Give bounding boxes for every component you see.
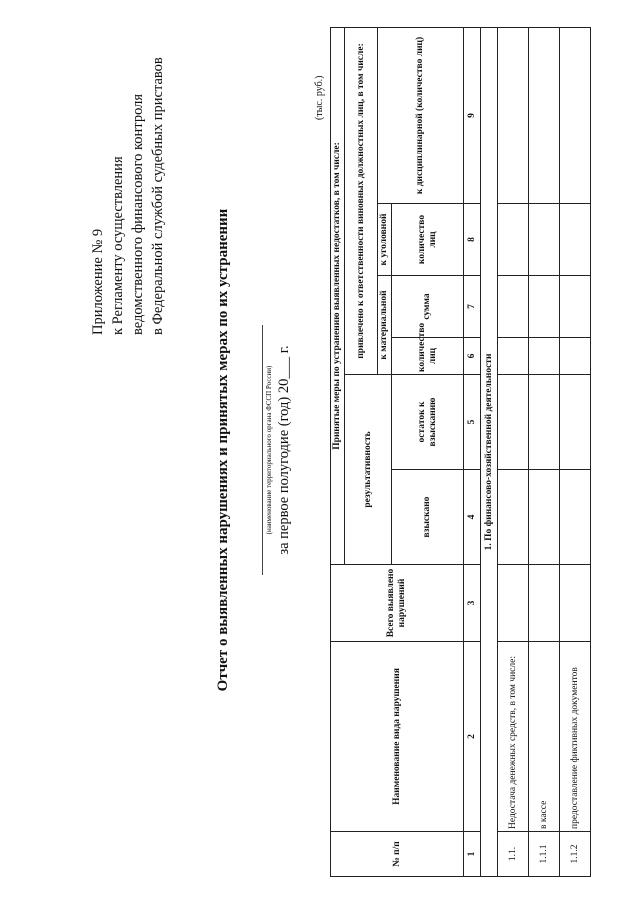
data-cell [560, 276, 591, 338]
header-results: результативность [345, 375, 392, 565]
column-number: 2 [464, 642, 481, 832]
data-cell [529, 338, 560, 375]
data-cell [498, 276, 529, 338]
appendix-line-3: ведомственного финансового контроля [130, 93, 146, 335]
data-cell [560, 338, 591, 375]
header-recovered: взыскано [392, 470, 464, 565]
appendix-block [88, 57, 168, 335]
table-row [560, 27, 591, 876]
table-row [498, 27, 529, 876]
header-row-1 [331, 27, 345, 876]
data-cell [498, 27, 529, 203]
report-title: Отчет о выявленных нарушениях и принятых мерах по их устранении [215, 208, 231, 692]
appendix-line-1: Приложение № 9 [90, 228, 106, 335]
row-name: предоставление фиктивных документов [560, 642, 591, 832]
org-name-line [262, 325, 263, 575]
header-violation: Наименование вида нарушения [331, 642, 464, 832]
header-total: Всего выявлено нарушений [331, 565, 464, 642]
section-row [481, 27, 498, 876]
row-number: 1.1.1 [529, 832, 560, 877]
data-cell [498, 375, 529, 470]
header-measures: Принятые меры по устранению выявленных недостатков, в том числе: [331, 27, 345, 564]
data-cell [498, 565, 529, 642]
data-cell [529, 204, 560, 276]
data-cell [529, 565, 560, 642]
header-material: к материальной [378, 276, 392, 375]
column-number-row [464, 27, 481, 876]
data-cell [529, 375, 560, 470]
header-num: № п/п [331, 832, 464, 877]
table-row [529, 27, 560, 876]
data-cell [529, 27, 560, 203]
row-number: 1.1. [498, 832, 529, 877]
header-remaining: остаток к взысканию [392, 375, 464, 470]
column-number: 1 [464, 832, 481, 877]
row-name: в кассе [529, 642, 560, 832]
header-liability: привлечено к ответственности виновных должностных лиц, в том числе: [345, 27, 378, 374]
column-number: 9 [464, 27, 481, 203]
data-cell [529, 276, 560, 338]
column-number: 4 [464, 470, 481, 565]
column-number: 5 [464, 375, 481, 470]
data-cell [560, 27, 591, 203]
column-number: 8 [464, 204, 481, 276]
data-cell [560, 565, 591, 642]
data-cell [498, 204, 529, 276]
data-cell [560, 204, 591, 276]
report-period: за первое полугодие (год) 20___ г. [276, 345, 292, 555]
appendix-line-4: в Федеральной службой судебных приставов [150, 57, 166, 335]
header-criminal: к уголовной [378, 204, 392, 276]
data-cell [560, 375, 591, 470]
header-material-count: количество лиц [392, 338, 464, 375]
report-table [330, 27, 591, 877]
row-number: 1.1.2 [560, 832, 591, 877]
column-number: 6 [464, 338, 481, 375]
appendix-line-2: к Регламенту осуществления [110, 156, 126, 335]
document-page [40, 5, 600, 895]
header-material-sum: сумма [392, 276, 464, 338]
column-number: 7 [464, 276, 481, 338]
header-disciplinary: к дисциплинарной (количество лиц) [378, 27, 464, 203]
units-label: (тыс. руб.) [314, 75, 325, 120]
org-caption: (наименование территориального органа ФССП России) [265, 365, 273, 535]
data-cell [498, 338, 529, 375]
data-cell [560, 470, 591, 565]
column-number: 3 [464, 565, 481, 642]
header-criminal-count: количество лиц [392, 204, 464, 276]
row-name: Недостача денежных средств, в том числе: [498, 642, 529, 832]
data-cell [529, 470, 560, 565]
data-cell [498, 470, 529, 565]
section-title: 1. По финансово-хозяйственной деятельности [481, 27, 498, 876]
